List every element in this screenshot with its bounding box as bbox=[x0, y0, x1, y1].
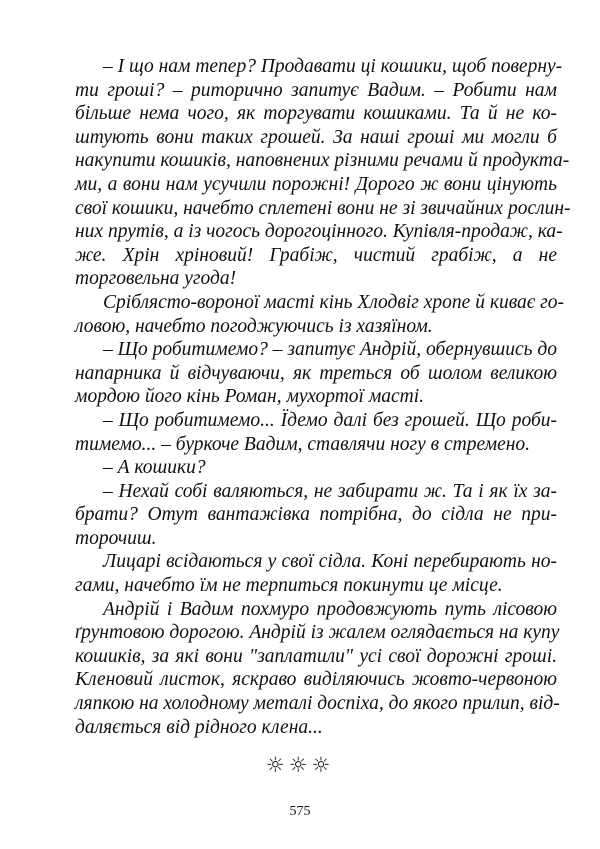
text-line: штують вони таких грошей. За наші гроші ми могли б bbox=[75, 126, 557, 148]
text-line: ляпкою на холодному металі доспіха, до якого прилип, від- bbox=[75, 693, 560, 715]
text-line: більше нема чого, як торгувати кошиками. Та й не ко- bbox=[75, 103, 557, 125]
text-line: даляється від рідного клена... bbox=[75, 716, 323, 738]
text-line: свої кошики, начебто сплетені вони не зі звичайних рослин- bbox=[75, 197, 571, 219]
text-line: ми, а вони нам усучили порожні! Дорого ж вони цінують bbox=[75, 173, 557, 195]
text-line: торочиш. bbox=[75, 527, 157, 549]
text-line: – Нехай собі валяються, не забирати ж. Та і як їх за- bbox=[103, 480, 557, 502]
text-line: ловою, начебто погоджуючись із хазяїном. bbox=[75, 315, 433, 337]
text-line: Андрій і Вадим похмуро продовжують путь лісовою bbox=[103, 598, 557, 620]
body-text bbox=[75, 55, 571, 739]
text-line: Лицарі всідаються у свої сідла. Коні перебирають но- bbox=[103, 551, 557, 573]
text-line: – Що робитимемо? – запитує Андрій, обернувшись до bbox=[103, 339, 557, 361]
text-line: Сріблясто-вороної масті кінь Хлодвіг хропе й киває го- bbox=[103, 291, 565, 313]
text-line: торговельна угода! bbox=[75, 268, 237, 290]
text-line: – Що робитимемо... Їдемо далі без грошей. Що роби- bbox=[103, 409, 557, 431]
text-line: мордою його кінь Роман, мухортої масті. bbox=[75, 386, 425, 408]
text-line: ти гроші? – риторично запитує Вадим. – Робити нам bbox=[75, 79, 557, 101]
section-break-ornament: ☼☼☼ bbox=[265, 753, 335, 777]
text-line: брати? Отут вантажівка потрібна, до сідла не при- bbox=[75, 504, 557, 526]
text-line: гами, начебто їм не терпиться покинути це місце. bbox=[75, 575, 503, 597]
page-number: 575 bbox=[289, 804, 311, 819]
text-line: кошиків, за які вони "заплатили" усі свої дорожні гроші. bbox=[75, 645, 557, 667]
text-line: них прутів, а із чогось дорогоцінного. Купівля-продаж, ка- bbox=[75, 221, 563, 243]
text-line: – І що нам тепер? Продавати ці кошики, щоб поверну- bbox=[103, 56, 563, 77]
text-line: напарника й відчуваючи, як треться об шолом великою bbox=[75, 362, 557, 384]
text-line: же. Хрін хріновий! Грабіж, чистий грабіж, а не bbox=[75, 244, 557, 266]
text-line: – А кошики? bbox=[103, 457, 206, 479]
text-line: накупити кошиків, наповнених різними речами й продукта- bbox=[75, 150, 570, 172]
text-line: Кленовий листок, яскраво виділяючись жовто-червоною bbox=[75, 669, 557, 691]
text-line: тимемо... – буркоче Вадим, ставлячи ногу в стремено. bbox=[75, 433, 531, 455]
text-line: ґрунтовою дорогою. Андрій із жалем оглядається на купу bbox=[75, 622, 560, 644]
